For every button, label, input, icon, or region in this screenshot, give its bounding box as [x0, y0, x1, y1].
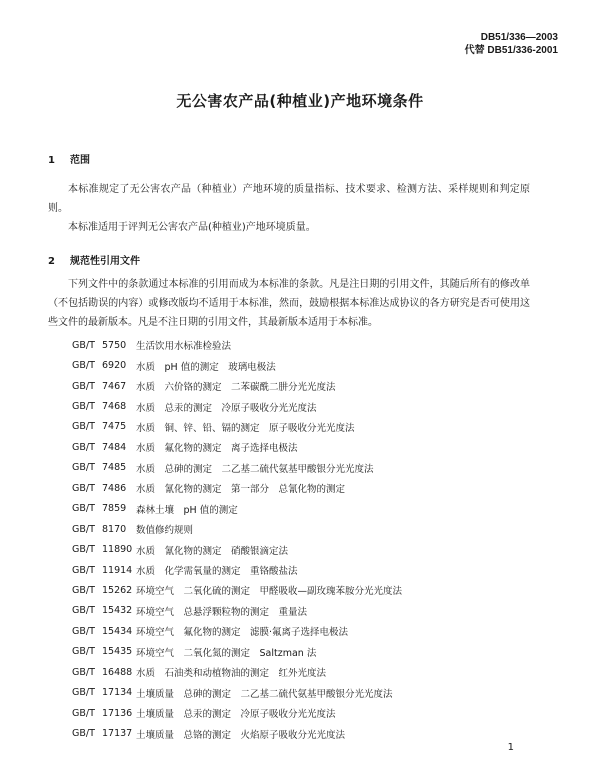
section-number: 1	[48, 155, 55, 166]
reference-item: GB/T 11914 水质 化学需氧量的测定 重铬酸盐法	[72, 564, 298, 578]
reference-item: GB/T 7484 水质 氟化物的测定 离子选择电极法	[72, 441, 298, 455]
reference-item: GB/T 7859 森林土壤 pH 值的测定	[72, 503, 238, 516]
reference-item: GB/T 6920 水质 pH 值的测定 玻璃电极法	[72, 360, 276, 373]
section-title: 规范性引用文件	[70, 256, 140, 267]
reference-item: GB/T 15262 环境空气 二氧化硫的测定 甲醛吸收—副玫瑰苯胺分光光度法	[72, 584, 403, 598]
reference-item: GB/T 15435 环境空气 二氧化氮的测定 Saltzman 法	[72, 646, 317, 659]
scope-paragraph-1: 本标准规定了无公害农产品（种植业）产地环境的质量指标、技术要求、检测方法、采样规则和判定原则。	[48, 184, 530, 214]
references-intro-paragraph: 下列文件中的条款通过本标准的引用而成为本标准的条款。凡是注日期的引用文件，其随后所有的修改单（不包括勘误的内容）或修改版均不适用于本标准，然而，鼓励根据本标准达成协议的各方研究是否可使用这些文件的最新版本。凡是不注日期的引用文件，其最新版本适用于本标准。	[48, 279, 530, 328]
reference-item: GB/T 16488 水质 石油类和动植物油的测定 红外光度法	[72, 666, 327, 680]
section-heading-normative-references	[48, 252, 140, 267]
reference-item: GB/T 7485 水质 总砷的测定 二乙基二硫代氨基甲酸银分光光度法	[72, 462, 374, 475]
reference-item: GB/T 17134 土壤质量 总砷的测定 二乙基二硫代氨基甲酸银分光光度法	[72, 687, 393, 700]
reference-item: GB/T 15434 环境空气 氟化物的测定 滤膜·氟离子选择电极法	[72, 625, 349, 639]
standard-code-block	[465, 31, 558, 57]
scope-paragraph-2: 本标准适用于评判无公害农产品(种植业)产地环境质量。	[68, 222, 316, 233]
section-number: 2	[48, 256, 55, 267]
reference-item: GB/T 17136 土壤质量 总汞的测定 冷原子吸收分光光度法	[72, 707, 336, 721]
reference-item: GB/T 7486 水质 氰化物的测定 第一部分 总氰化物的测定	[72, 482, 346, 496]
reference-item: GB/T 7467 水质 六价铬的测定 二苯碳酰二肼分光光度法	[72, 380, 336, 394]
page-number: 1	[507, 742, 514, 753]
reference-item: GB/T 15432 环境空气 总悬浮颗粒物的测定 重量法	[72, 605, 308, 618]
reference-item: GB/T 11890 水质 氰化物的测定 硝酸银滴定法	[72, 544, 289, 557]
reference-item: GB/T 7468 水质 总汞的测定 冷原子吸收分光光度法	[72, 401, 317, 414]
reference-item: GB/T 8170 数值修约规则	[72, 523, 194, 537]
reference-item: GB/T 17137 土壤质量 总铬的测定 火焰原子吸收分光光度法	[72, 728, 346, 741]
standard-number: DB51/336—2003	[480, 32, 558, 43]
document-title: 无公害农产品(种植业)产地环境条件	[176, 92, 424, 110]
reference-list	[72, 335, 532, 744]
section-title: 范围	[70, 155, 90, 166]
section-heading-scope	[48, 151, 90, 166]
reference-item: GB/T 5750 生活饮用水标准检验法	[72, 339, 232, 353]
replaces-standard: 代替 DB51/336-2001	[464, 45, 558, 56]
reference-item: GB/T 7475 水质 铜、锌、铅、镉的测定 原子吸收分光光度法	[72, 421, 355, 434]
